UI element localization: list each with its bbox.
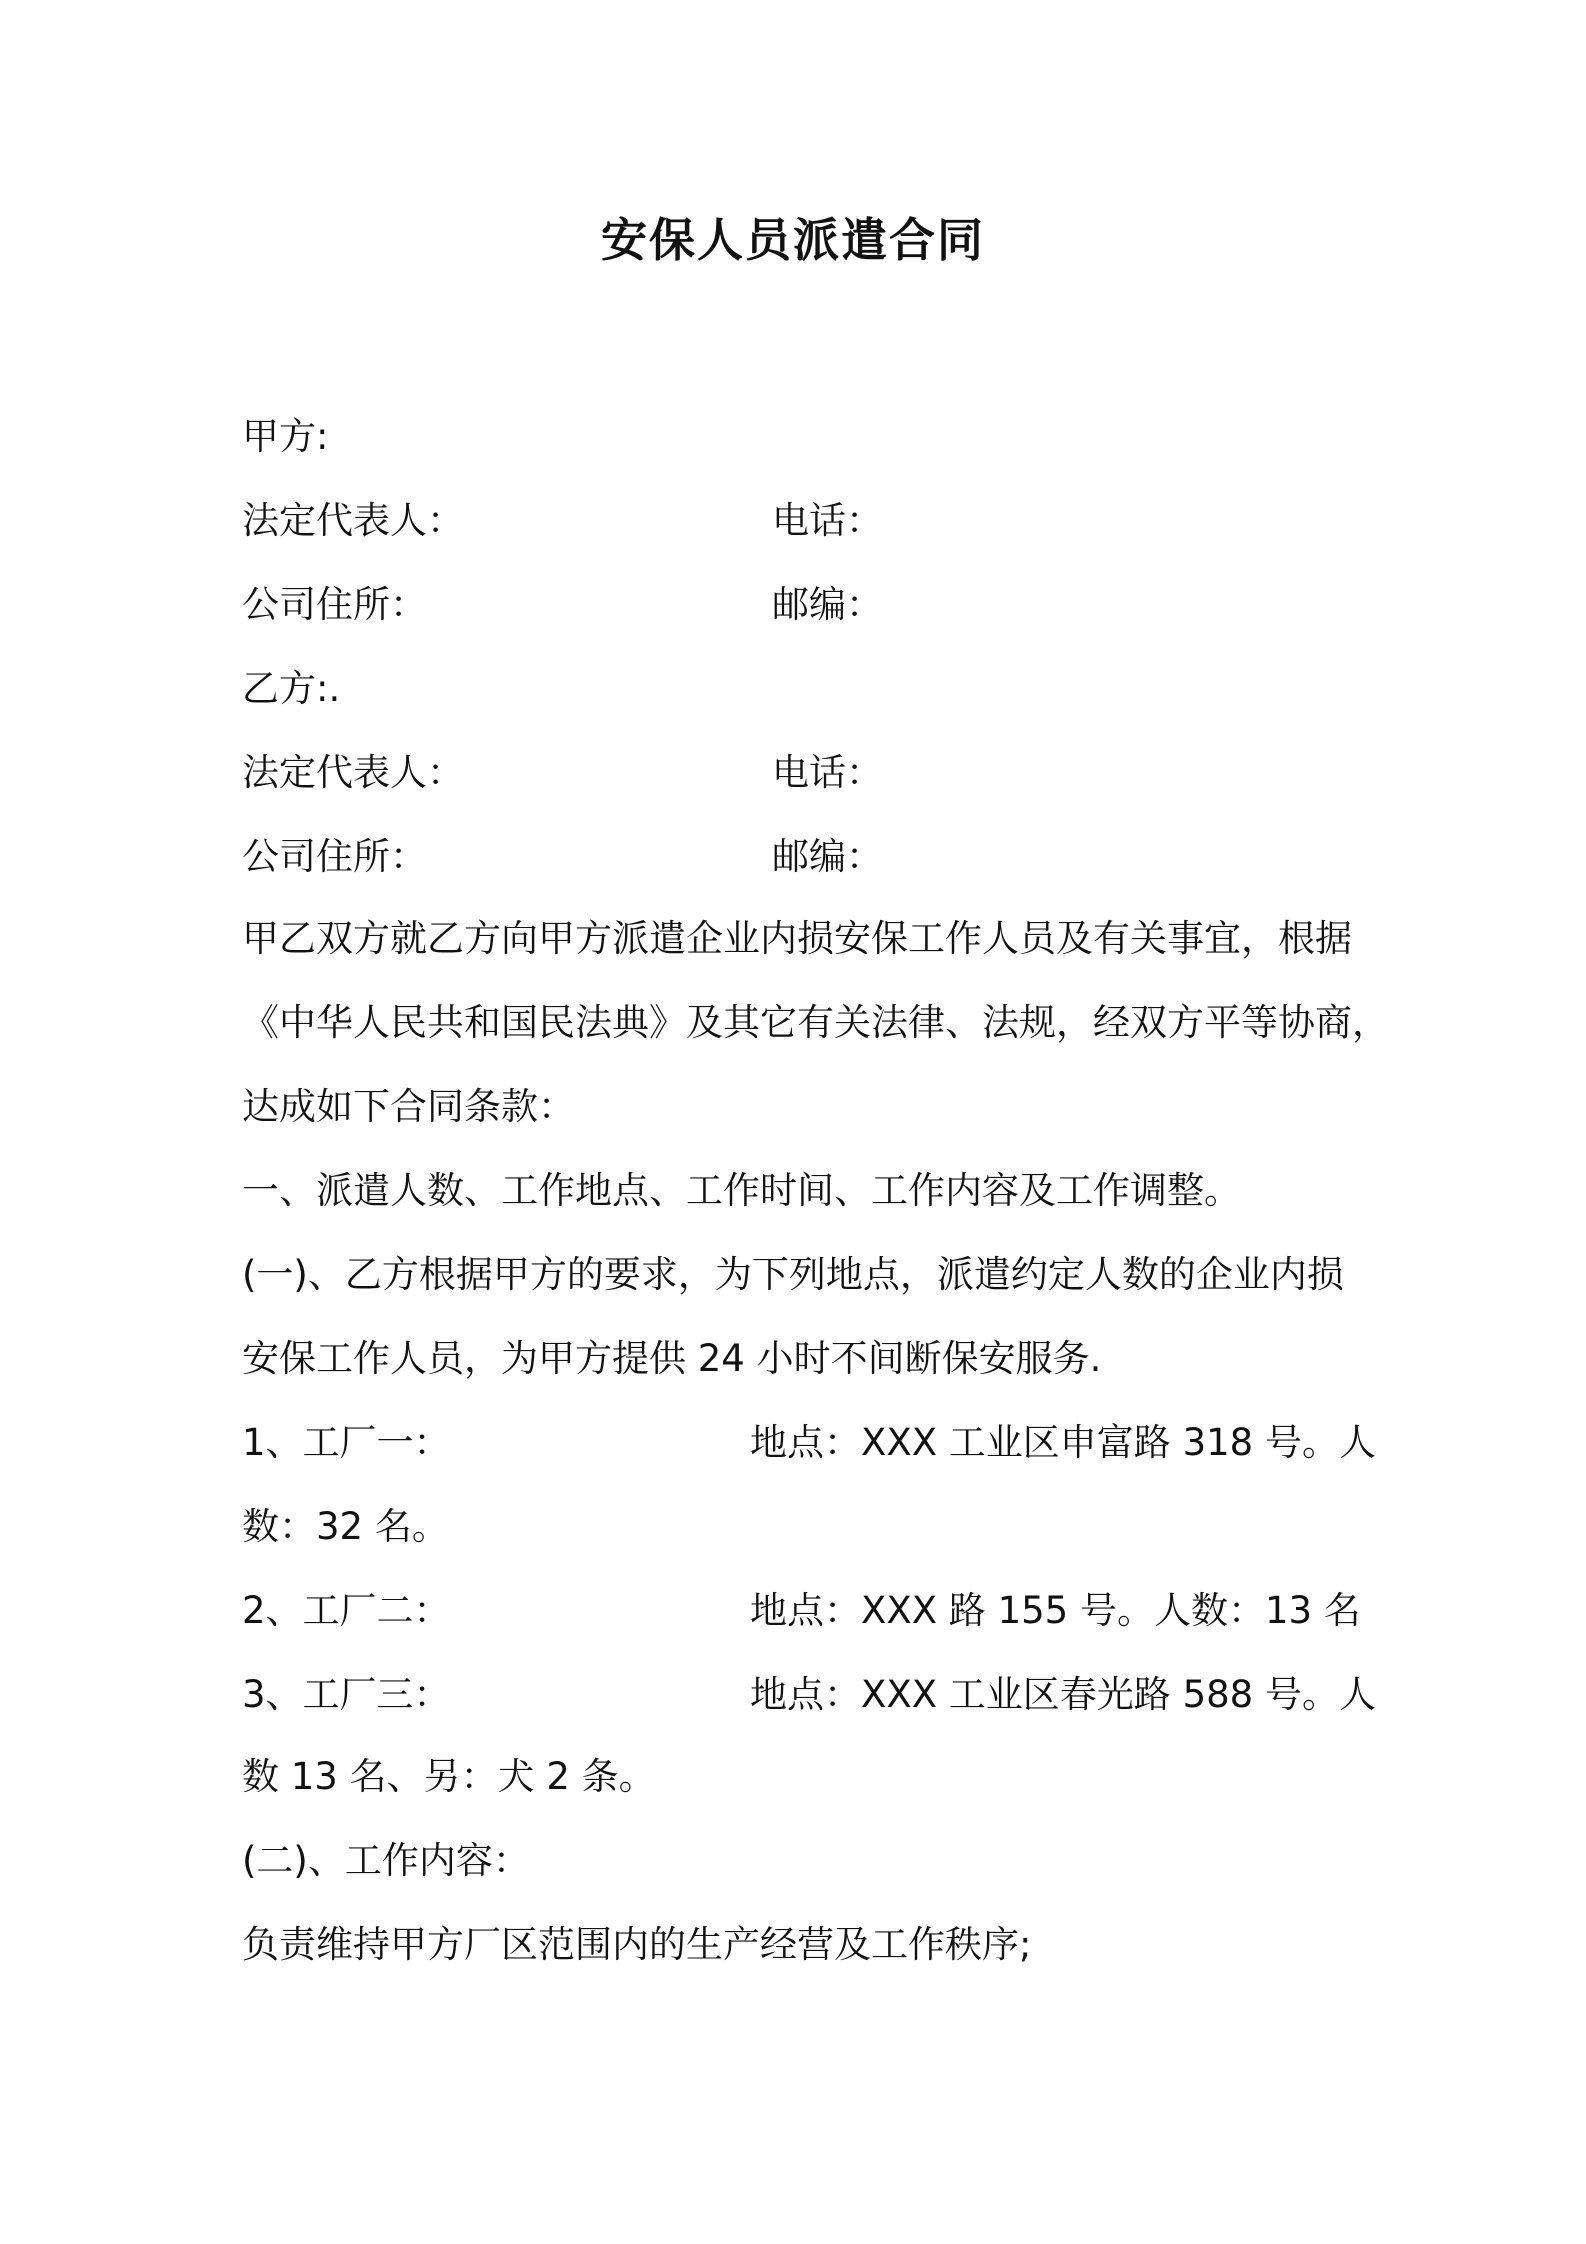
- sub1-line-2: 安保工作人员，为甲方提供 24 小时不间断保安服务.: [242, 1337, 1102, 1380]
- site-2-name: 2、工厂二：: [242, 1589, 451, 1632]
- site-2-row: [242, 1586, 1362, 1636]
- party-b-rep-label: 法定代表人：: [242, 751, 464, 794]
- party-a-postcode-label: 邮编：: [772, 583, 883, 626]
- document-title: 安保人员派遣合同: [601, 213, 985, 267]
- party-b-postcode-label: 邮编：: [772, 835, 883, 878]
- party-b-label: 乙方:.: [242, 667, 341, 710]
- site-3-row: [242, 1670, 1376, 1720]
- site-1-name: 1、工厂一：: [242, 1421, 451, 1464]
- site-1-row: [242, 1418, 1376, 1468]
- site-3-detail: 地点：XXX 工业区春光路 588 号。人: [750, 1673, 1376, 1716]
- site-2-detail: 地点：XXX 路 155 号。人数：13 名: [750, 1589, 1361, 1632]
- intro-line-3: 达成如下合同条款：: [242, 1085, 575, 1128]
- party-a-address-label: 公司住所：: [242, 583, 427, 626]
- party-b-phone-label: 电话：: [772, 751, 883, 794]
- duty-line: 负责维持甲方厂区范围内的生产经营及工作秩序;: [242, 1923, 1032, 1966]
- sub2-heading: (二)、工作内容：: [242, 1839, 530, 1882]
- party-a-rep-row: [242, 496, 1362, 546]
- party-b-address-label: 公司住所：: [242, 835, 427, 878]
- party-a-address-row: [242, 580, 1362, 630]
- sub1-line-1: (一)、乙方根据甲方的要求，为下列地点，派遣约定人数的企业内损: [242, 1253, 1344, 1296]
- site-3-name: 3、工厂三：: [242, 1673, 451, 1716]
- party-b-rep-row: [242, 748, 1362, 798]
- party-a-label: 甲方:: [242, 415, 329, 458]
- section1-heading: 一、派遣人数、工作地点、工作时间、工作内容及工作调整。: [242, 1169, 1241, 1212]
- party-b-address-row: [242, 832, 1362, 882]
- site-3-continuation: 数 13 名、另：犬 2 条。: [242, 1755, 656, 1798]
- intro-line-1: 甲乙双方就乙方向甲方派遣企业内损安保工作人员及有关事宜，根据: [242, 917, 1352, 960]
- intro-line-2: 《中华人民共和国民法典》及其它有关法律、法规，经双方平等协商，: [242, 1001, 1389, 1044]
- party-a-phone-label: 电话：: [772, 499, 883, 542]
- site-1-detail: 地点：XXX 工业区申富路 318 号。人: [750, 1421, 1376, 1464]
- site-1-continuation: 数：32 名。: [242, 1505, 449, 1548]
- party-a-rep-label: 法定代表人：: [242, 499, 464, 542]
